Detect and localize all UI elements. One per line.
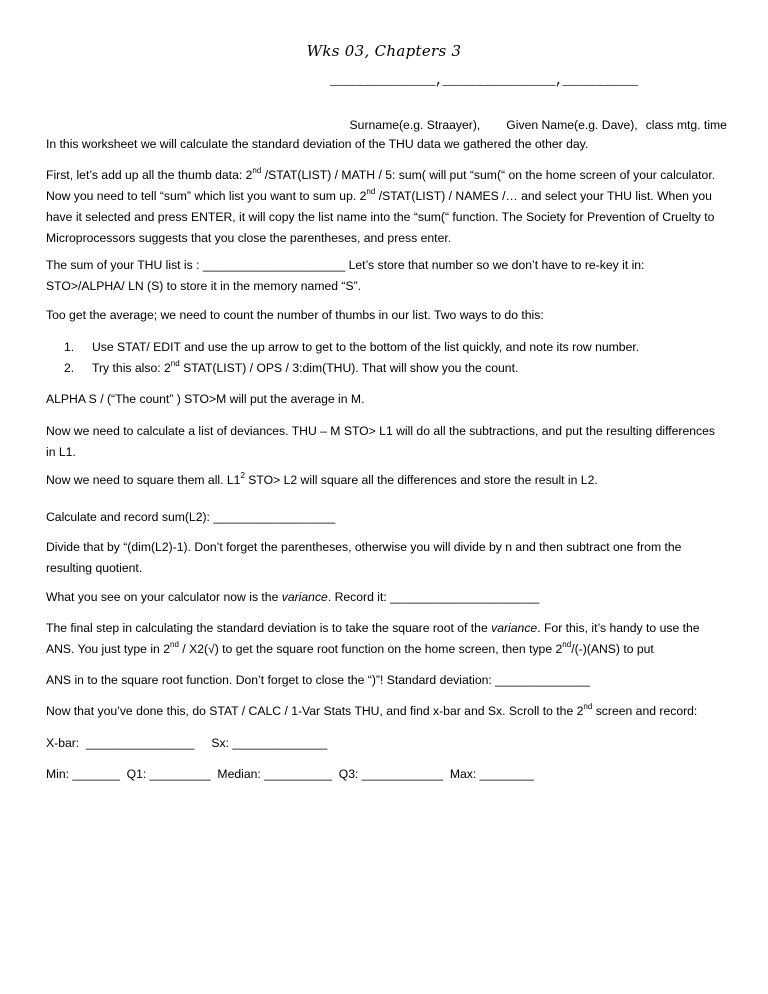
sum-instructions-paragraph: First, let’s add up all the thumb data: 2nd /STAT(LIST) / MATH / 5: sum( will put “sum(“ on the home screen of your calculator. Now you need to tell “sum” which list you want to sum up. 2nd /STAT(LIST) / NAMES /… and select your THU list. When you have it selected and press ENTER, it will copy the list name into the “sum(“ function. The Society for Prevention of Cruelty to Microprocessors suggests that you close the parentheses, and press enter. (46, 165, 716, 245)
xbar-sx-record-line: X-bar: ________________ Sx: ______________ (46, 736, 328, 750)
list-item: 1. Use STAT/ EDIT and use the up arrow to get to the bottom of the list quickly, and note its row number. (64, 340, 640, 354)
standard-deviation-paragraph: ANS in to the square root function. Don’t forget to close the “)”! Standard deviation: ______________ (46, 673, 591, 687)
divide-paragraph: Divide that by “(dim(L2)-1). Don’t forget the parentheses, otherwise you will divide by n and then subtract one from the resulting quotient. (46, 540, 682, 575)
one-var-stats-paragraph: Now that you’ve done this, do STAT / CALC / 1-Var Stats THU, and find x-bar and Sx. Scroll to the 2nd screen and record: (46, 701, 698, 718)
five-number-summary-line: Min: _______ Q1: _________ Median: __________ Q3: ____________ Max: ________ (46, 767, 534, 781)
average-store-paragraph: ALPHA S / (“The count” ) STO>M will put the average in M. (46, 392, 365, 406)
name-fill-line: ______________,_______________,__________ (330, 74, 638, 89)
list-item: 2. Try this also: 2nd STAT(LIST) / OPS / 3:dim(THU). That will show you the count. (64, 358, 519, 375)
deviances-paragraph: Now we need to calculate a list of deviances. THU – M STO> L1 will do all the subtractions, and put the resulting differences in L1. (46, 424, 715, 459)
surname-label: Surname(e.g. Straayer), (349, 118, 481, 132)
square-paragraph: Now we need to square them all. $L1^2$ STO> L2 will square all the differences and store the result in L2. (46, 470, 598, 487)
intro-paragraph: In this worksheet we will calculate the standard deviation of the THU data we gathered the other day. (46, 137, 589, 151)
average-intro-paragraph: Too get the average; we need to count the number of thumbs in our list. Two ways to do this: (46, 308, 544, 322)
page-title: Wks 03, Chapters 3 (306, 42, 462, 60)
variance-paragraph: What you see on your calculator now is the variance. Record it: ______________________ (46, 590, 540, 604)
given-name-label: Given Name(e.g. Dave), (506, 118, 638, 132)
square-root-paragraph: The final step in calculating the standard deviation is to take the square root of the variance. For this, it’s handy to use the ANS. You just type in 2nd / X2(√) to get the square root function on the home screen, then type 2nd/(-)(ANS) to put (46, 621, 700, 656)
sum-l2-paragraph: Calculate and record sum(L2): __________________ (46, 510, 336, 524)
class-time-label: class mtg. time (645, 118, 727, 132)
sum-record-paragraph: The sum of your THU list is : _____________________ Let’s store that number so we don’t have to re-key it in: STO>/ALPHA/ LN (S) to store it in the memory named “S”. (46, 258, 645, 293)
